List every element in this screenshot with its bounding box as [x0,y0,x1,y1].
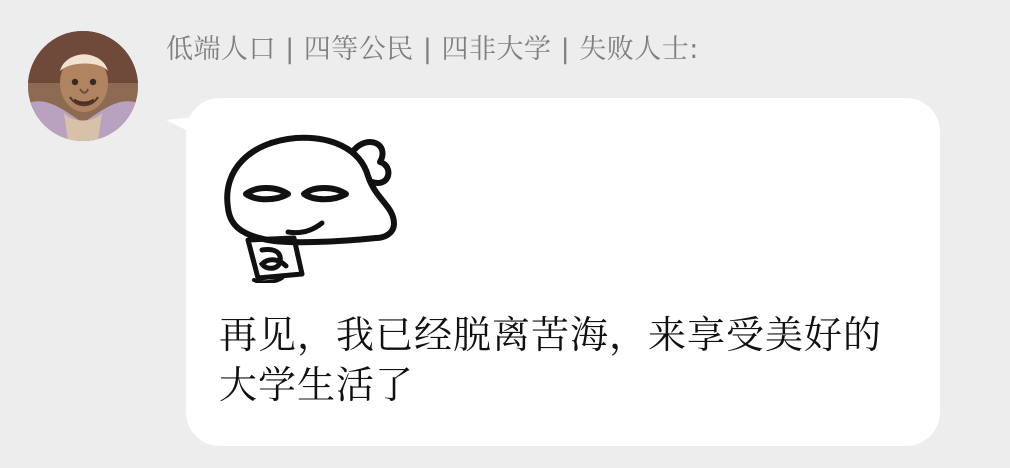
avatar[interactable] [28,31,138,141]
message-text: 再见，我已经脱离苦海，来享受美好的大学生活了 [219,313,883,407]
goodbye-sticker-icon[interactable] [218,128,398,283]
user-avatar-icon [28,31,138,141]
sender-name: 低端人口 | 四等公民 | 四非大学 | 失败人士: [166,34,699,65]
